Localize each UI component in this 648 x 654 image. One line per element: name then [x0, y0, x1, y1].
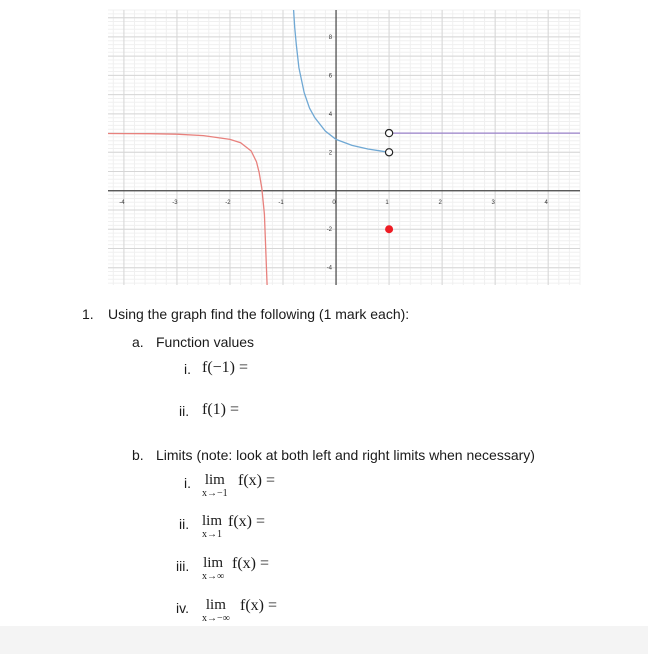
lim-word: lim — [204, 472, 225, 488]
item-b-ii-expression: f(x) = — [228, 513, 266, 530]
y-tick-label: -2 — [326, 227, 333, 234]
graph-canvas — [0, 0, 648, 290]
item-b-iv-expression: f(x) = — [240, 597, 278, 614]
item-b-iv-number: iv. — [176, 600, 189, 616]
question-number: 1. — [82, 306, 94, 322]
limit-operator — [202, 473, 228, 499]
item-b-i-number: i. — [184, 475, 191, 491]
item-b-i-expression: f(x) = — [238, 472, 276, 489]
lim-word: lim — [202, 513, 223, 529]
x-tick-label: -4 — [119, 199, 125, 206]
open-point — [385, 149, 392, 156]
part-a-label: a. — [132, 334, 144, 350]
item-a-i-expression: f(−1) = — [202, 359, 249, 376]
y-tick-label: 2 — [328, 150, 333, 157]
y-tick-label: 4 — [328, 111, 333, 118]
x-tick-label: 0 — [332, 199, 336, 206]
limit-operator — [202, 598, 230, 624]
x-tick-label: 2 — [438, 199, 442, 206]
part-b-title: Limits (note: look at both left and right limits when necessary) — [156, 447, 535, 463]
x-tick-label: -1 — [278, 199, 284, 206]
bottom-bar — [0, 626, 648, 654]
item-a-i-number: i. — [184, 361, 191, 377]
lim-subscript: x→−1 — [202, 488, 228, 499]
series-line-2 — [294, 10, 390, 152]
limit-operator — [202, 514, 222, 540]
lim-word: lim — [205, 597, 226, 613]
lim-subscript: x→−∞ — [202, 613, 230, 624]
open-point — [385, 129, 392, 136]
lim-word: lim — [203, 555, 224, 571]
y-tick-label: -4 — [326, 265, 333, 272]
part-b-label: b. — [132, 447, 144, 463]
item-a-ii-expression: f(1) = — [202, 401, 240, 418]
item-b-ii-number: ii. — [179, 516, 190, 532]
item-b-iii-number: iii. — [176, 558, 190, 574]
filled-point — [385, 225, 393, 233]
y-tick-label: 6 — [328, 73, 333, 80]
item-a-ii-number: ii. — [179, 403, 190, 419]
lim-subscript: x→1 — [202, 529, 222, 540]
function-graph — [0, 0, 648, 290]
x-tick-label: 1 — [385, 199, 389, 206]
x-tick-label: -2 — [225, 199, 231, 206]
x-tick-label: 3 — [491, 199, 495, 206]
limit-operator — [202, 556, 224, 582]
part-a-title: Function values — [156, 334, 255, 350]
question-prompt: Using the graph find the following (1 mark each): — [108, 306, 410, 322]
x-tick-label: -3 — [172, 199, 178, 206]
lim-subscript: x→∞ — [202, 571, 225, 582]
x-tick-label: 4 — [544, 199, 548, 206]
item-b-iii-expression: f(x) = — [232, 555, 270, 572]
y-tick-label: 8 — [328, 34, 333, 41]
